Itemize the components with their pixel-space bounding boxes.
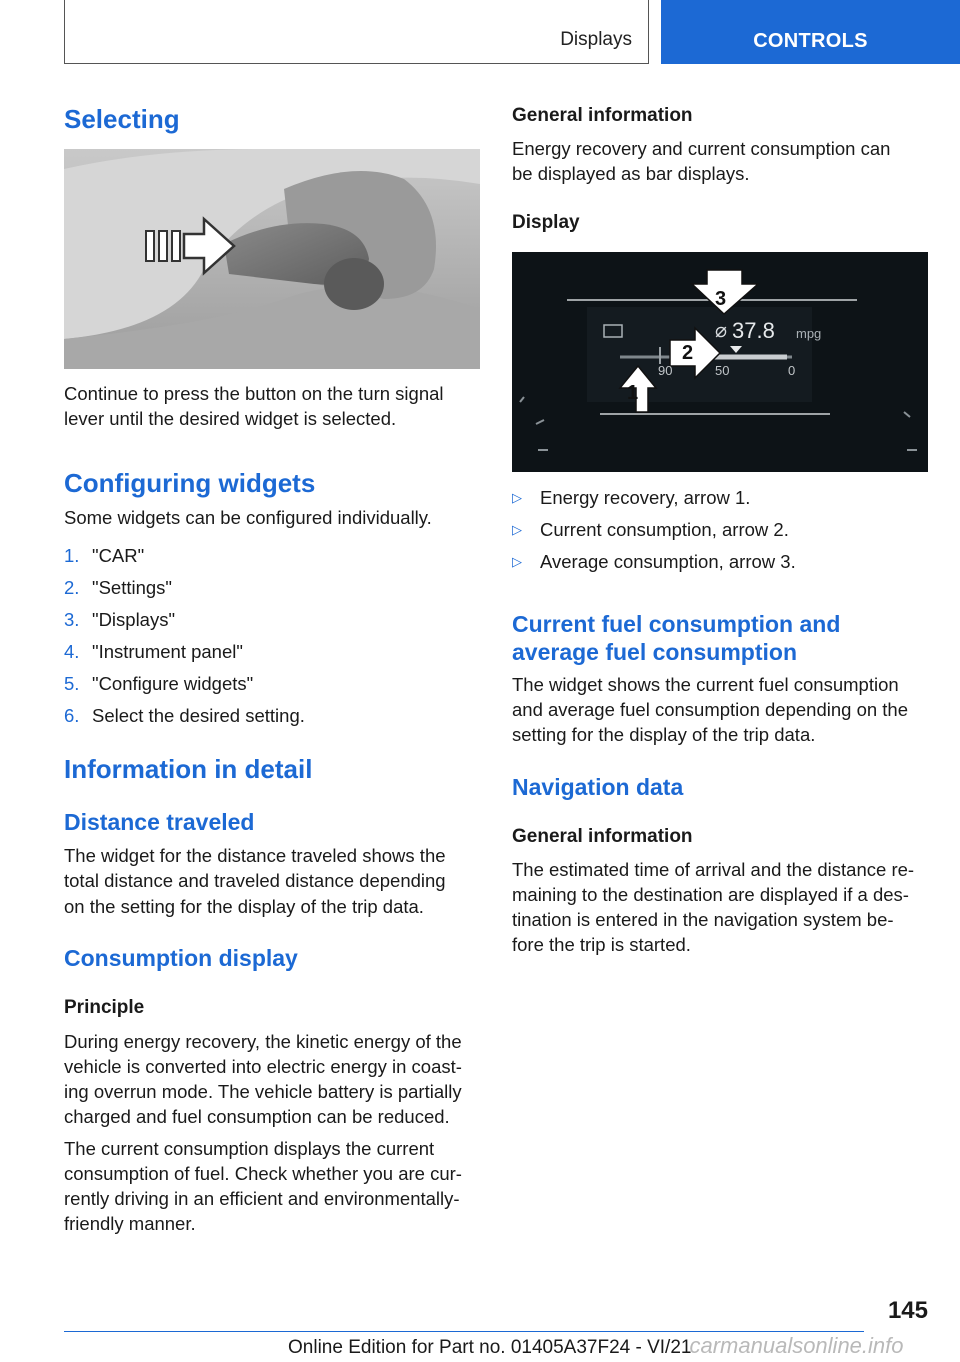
- current-text-line-4: friendly manner.: [64, 1213, 196, 1234]
- distance-text-line-1: The widget for the distance traveled shows the: [64, 845, 446, 866]
- bullet-text: Current consumption, arrow 2.: [540, 519, 789, 540]
- consumption-arrows-list: [512, 482, 928, 578]
- bullet-text: Energy recovery, arrow 1.: [540, 487, 751, 508]
- configure-steps-list: [64, 540, 480, 732]
- callout-label-2: 2: [682, 342, 694, 364]
- navigation-data-heading: Navigation data: [512, 774, 684, 800]
- general-text-line-1: Energy recovery and current consumption can: [512, 138, 891, 159]
- current-text-line-3: rently driving in an efficient and environmentally-: [64, 1188, 460, 1209]
- step-text: "Displays": [92, 609, 176, 630]
- principle-text-line-4: charged and fuel consumption can be reduced.: [64, 1106, 450, 1127]
- instrument-cluster-image: [512, 252, 928, 472]
- step-number: 5.: [64, 673, 80, 694]
- principle-text-line-1: During energy recovery, the kinetic energy of the: [64, 1031, 462, 1052]
- fuel-text-line-2: and average fuel consumption depending on the: [512, 699, 908, 720]
- scale-label-90: 90: [658, 363, 673, 378]
- principle-text-line-2: vehicle is converted into electric energy in coast-: [64, 1056, 462, 1077]
- selecting-text-line-1: Continue to press the button on the turn signal: [64, 383, 444, 404]
- triangle-bullet-icon: ▷: [512, 490, 522, 505]
- triangle-bullet-icon: ▷: [512, 554, 522, 569]
- configuring-widgets-intro: Some widgets can be configured individually.: [64, 507, 432, 528]
- distance-text-line-3: on the setting for the display of the trip data.: [64, 896, 424, 917]
- footer-edition-line: [288, 1333, 958, 1359]
- distance-traveled-heading: Distance traveled: [64, 809, 255, 835]
- header-section-box: [64, 0, 649, 64]
- list-item: [512, 514, 928, 546]
- header-chapter-tab: [661, 0, 960, 64]
- step-text: "Settings": [92, 577, 172, 598]
- step-text: Select the desired setting.: [92, 705, 305, 726]
- fuel-text-line-3: setting for the display of the trip data.: [512, 724, 816, 745]
- page-number: 145: [887, 1297, 928, 1324]
- turn-signal-lever-image: [64, 149, 480, 369]
- distance-text-line-2: total distance and traveled distance depending: [64, 870, 446, 891]
- callout-label-1: 1: [627, 382, 639, 404]
- average-symbol-icon: ⌀: [715, 320, 728, 342]
- selecting-heading: Selecting: [64, 104, 180, 134]
- step-number: 2.: [64, 577, 80, 598]
- general-text-line-2: be displayed as bar displays.: [512, 163, 750, 184]
- footer-divider: [64, 1331, 864, 1332]
- navigation-text-line-3: tination is entered in the navigation system be-: [512, 909, 894, 930]
- list-item: [64, 604, 480, 636]
- principle-heading: Principle: [64, 997, 145, 1018]
- footer-watermark: carmanualsonline.info: [689, 1333, 904, 1358]
- footer-edition-text: Online Edition for Part no. 01405A37F24 - VI/21: [288, 1337, 692, 1358]
- navigation-general-information-heading: General information: [512, 826, 693, 847]
- fuel-consumption-heading-line-1: Current fuel consumption and: [512, 611, 841, 637]
- bullet-text: Average consumption, arrow 3.: [540, 551, 796, 572]
- step-number: 4.: [64, 641, 80, 662]
- general-information-heading: General information: [512, 105, 693, 126]
- display-heading: Display: [512, 212, 580, 233]
- list-item: [512, 482, 928, 514]
- list-item: [64, 700, 480, 732]
- navigation-text-line-1: The estimated time of arrival and the distance re-: [512, 859, 915, 880]
- list-item: [64, 668, 480, 700]
- callout-label-3: 3: [715, 288, 727, 310]
- scale-label-50: 50: [715, 363, 730, 378]
- navigation-text-line-4: fore the trip is started.: [512, 934, 691, 955]
- triangle-bullet-icon: ▷: [512, 522, 522, 537]
- configuring-widgets-heading: Configuring widgets: [64, 468, 316, 498]
- selecting-text-line-2: lever until the desired widget is selected.: [64, 408, 397, 429]
- list-item: [512, 546, 928, 578]
- step-text: "Instrument panel": [92, 641, 243, 662]
- consumption-unit: mpg: [796, 326, 822, 341]
- header-section-title: Displays: [560, 29, 632, 50]
- scale-label-0: 0: [788, 363, 796, 378]
- list-item: [64, 540, 480, 572]
- principle-text-line-3: ing overrun mode. The vehicle battery is partially: [64, 1081, 462, 1102]
- navigation-text-line-2: maining to the destination are displayed if a des-: [512, 884, 909, 905]
- current-text-line-2: consumption of fuel. Check whether you are cur-: [64, 1163, 462, 1184]
- step-text: "Configure widgets": [92, 673, 254, 694]
- fuel-consumption-heading-line-2: average fuel consumption: [512, 639, 798, 665]
- consumption-value: 37.8: [732, 318, 775, 343]
- current-text-line-1: The current consumption displays the current: [64, 1138, 435, 1159]
- step-number: 6.: [64, 705, 80, 726]
- information-in-detail-heading: Information in detail: [64, 754, 313, 784]
- step-number: 1.: [64, 545, 80, 566]
- step-text: "CAR": [92, 545, 145, 566]
- consumption-display-heading: Consumption display: [64, 945, 298, 971]
- header-chapter-title: CONTROLS: [753, 30, 868, 52]
- step-number: 3.: [64, 609, 80, 630]
- fuel-text-line-1: The widget shows the current fuel consumption: [512, 674, 899, 695]
- list-item: [64, 572, 480, 604]
- list-item: [64, 636, 480, 668]
